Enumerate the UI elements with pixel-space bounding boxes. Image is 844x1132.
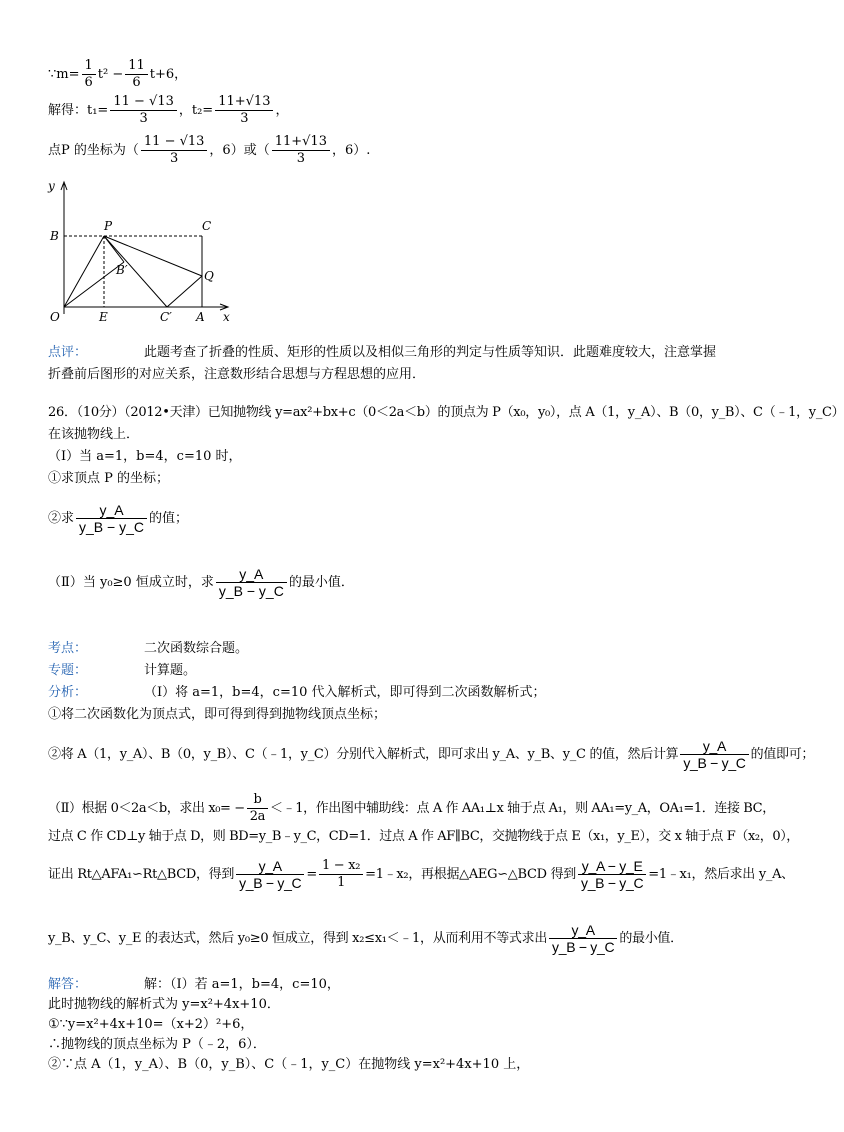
fenxi-line-5: 过点 C 作 CD⊥y 轴于点 D，则 BD=y_B﹣y_C，CD=1．过点 A 作 AF∥BC，交抛物线于点 E（x₁，y_E），交 x 轴于点 F（x₂，0）， [48, 829, 799, 844]
review-line-1: 点评： 此题考查了折叠的性质、矩形的性质以及相似三角形的判定与性质等知识．此题难度较大，注意掌握 [48, 345, 717, 360]
question-26-part-1a: ①求顶点 P 的坐标； [48, 471, 170, 486]
fenxi-line-6: 证出 Rt△AFA₁∽Rt△BCD，得到 $\frac{y\_A}{y\_B - y\_C}$ = $\frac{\text{1 − x₂}}{1}$ =1﹣x₂，再根据△AEG∽△BCD 得到 $\frac{y\_A - y\_E}{y\_B - y\_C}$ =1﹣x₁，然后求出 y_A、 [48, 858, 794, 891]
segment-c-prime-q [167, 276, 202, 307]
label-b: B [50, 229, 59, 243]
question-26-line-1: 26．（10分）（2012•天津）已知抛物线 y=ax²+bx+c（0＜2a＜b）的顶点为 P（x₀，y₀），点 A（1，y_A）、B（0，y_B）、C（﹣1，y_C） [48, 405, 844, 420]
solution-t: 解得：t₁= $\frac{11 - √13}{3}$ ，t₂= $\frac{11+√13}{3}$ ， [48, 94, 289, 126]
geometry-diagram [42, 174, 242, 324]
fenxi-label: 分析： [48, 685, 88, 700]
review-line-2: 折叠前后图形的对应关系，注意数形结合思想与方程思想的应用． [48, 367, 426, 382]
label-y: y [48, 179, 55, 193]
question-26-part-1: （Ⅰ）当 a=1，b=4，c=10 时， [48, 449, 242, 464]
kaodian-line: 考点： 二次函数综合题。 [48, 641, 249, 656]
label-a: A [196, 310, 205, 324]
fenxi-line-2: ①将二次函数化为顶点式，即可得到得到抛物线顶点坐标； [48, 707, 387, 722]
segment-op [64, 236, 104, 307]
label-c: C [202, 219, 212, 233]
kaodian-label: 考点： [48, 641, 88, 656]
fenxi-line-1: 分析： （Ⅰ）将 a=1，b=4，c=10 代入解析式，即可得到二次函数解析式； [48, 685, 546, 700]
point-p-coordinates: 点P 的坐标为（ $\frac{11 - √13}{3}$ ，6）或（ $\frac{11+√13}{3}$ ，6）. [48, 134, 371, 166]
fenxi-line-3: ②将 A（1，y_A）、B（0，y_B）、C（﹣1，y_C）分别代入解析式，即可求出 y_A、y_B、y_C 的值，然后计算 $\frac{y\_A}{y\_B - y\_C}$ 的值即可； [48, 738, 815, 771]
fenxi-line-7: y_B、y_C、y_E 的表达式，然后 y₀≥0 恒成立，得到 x₂≤x₁＜﹣1，从而利用不等式求出 $\frac{y\_A}{y\_B - y\_C}$ 的最小值． [48, 922, 683, 955]
label-e: E [99, 310, 108, 324]
label-c-prime: C′ [160, 310, 172, 324]
jieda-label: 解答： [48, 977, 88, 992]
question-26-part-1b: ②求 $\frac{y\_A}{y\_B - y\_C}$ 的值； [48, 502, 189, 535]
label-o: O [50, 310, 60, 324]
label-b-prime: B′ [116, 263, 128, 277]
jieda-line-3: ①∵y=x²+4x+10=（x+2）²+6， [48, 1017, 254, 1032]
question-26-part-2: （Ⅱ）当 y₀≥0 恒成立时，求 $\frac{y\_A}{y\_B - y\_C}$ 的最小值． [48, 566, 354, 599]
label-p: P [104, 219, 113, 233]
fenxi-line-4: （Ⅱ）根据 0＜2a＜b，求出 x₀= − $\frac{b}{2a}$ ＜﹣1，作出图中辅助线：点 A 作 AA₁⊥x 轴于点 A₁，则 AA₁=y_A，OA₁=1．连接 BC， [48, 792, 775, 824]
label-q: Q [204, 269, 214, 283]
question-26-line-2: 在该抛物线上． [48, 427, 140, 442]
zhuanti-label: 专题： [48, 663, 88, 678]
jieda-line-4: ∴抛物线的顶点坐标为 P（﹣2，6）． [48, 1037, 266, 1052]
segment-ob-prime [64, 262, 124, 307]
segment-pc-prime [104, 236, 167, 307]
zhuanti-line: 专题： 计算题。 [48, 663, 197, 678]
jieda-line-2: 此时抛物线的解析式为 y=x²+4x+10． [48, 997, 280, 1012]
jieda-line-1: 解答： 解：（Ⅰ）若 a=1，b=4，c=10， [48, 977, 340, 992]
equation-m: ∵m= $\frac{1}{6}$ t² − $\frac{11}{6}$ t+6， [48, 58, 188, 90]
label-x: x [223, 310, 230, 324]
jieda-line-5: ②∵点 A（1，y_A）、B（0，y_B）、C（﹣1，y_C）在抛物线 y=x²+4x+10 上， [48, 1057, 530, 1072]
review-label: 点评： [48, 345, 88, 360]
